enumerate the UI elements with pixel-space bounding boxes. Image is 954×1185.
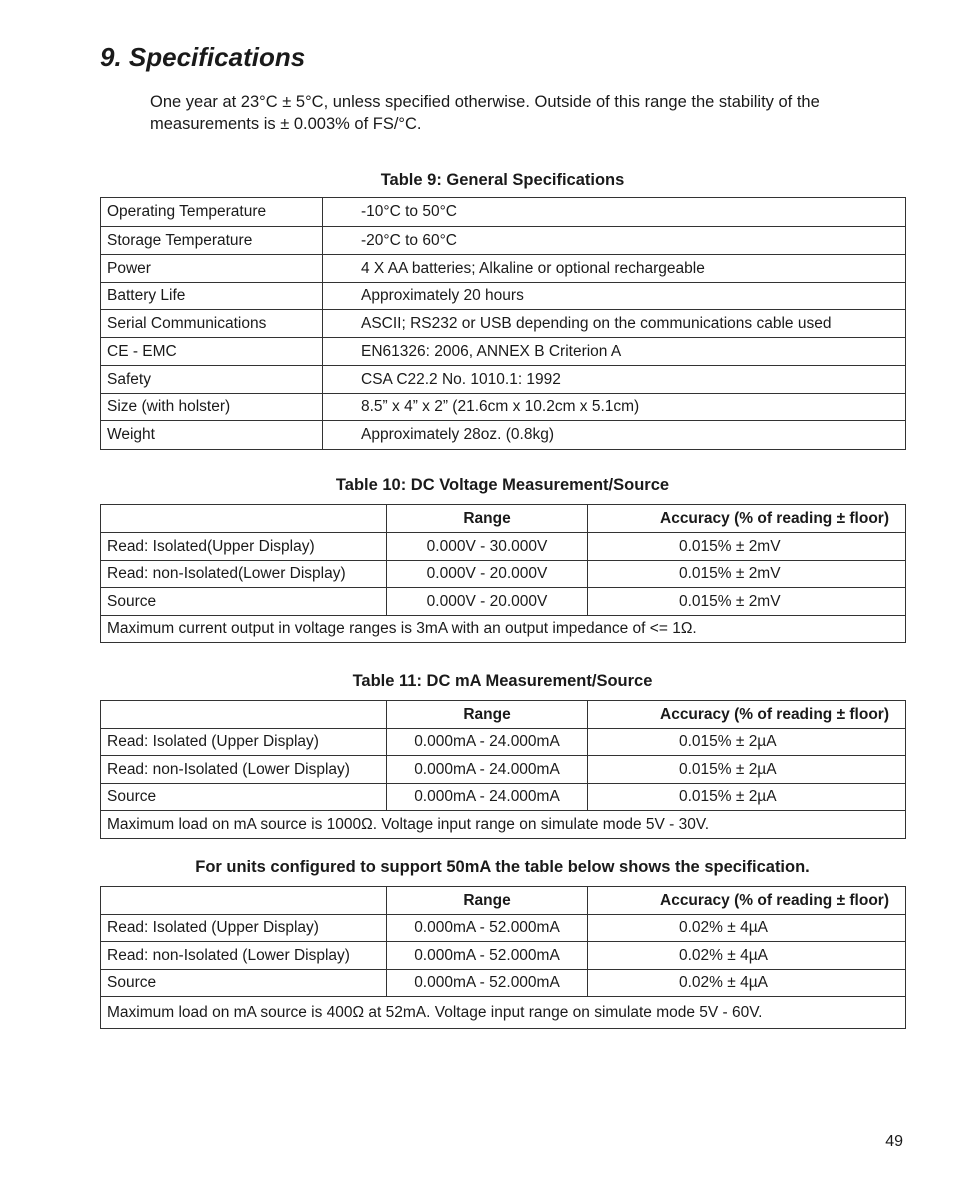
row-label: Read: Isolated(Upper Display) <box>101 533 387 561</box>
header-cell-range: Range <box>387 701 588 729</box>
header-cell-blank <box>101 701 387 729</box>
row-label: Source <box>101 784 387 811</box>
row-range: 0.000mA - 24.000mA <box>387 784 588 811</box>
spec-label: Storage Temperature <box>101 227 323 255</box>
table-row <box>101 255 906 283</box>
row-accuracy: 0.02% ± 4µA <box>588 942 906 970</box>
table-row <box>101 970 906 997</box>
table-row <box>101 588 906 616</box>
spec-value: 4 X AA batteries; Alkaline or optional rechargeable <box>323 255 906 283</box>
row-accuracy: 0.015% ± 2mV <box>588 533 906 561</box>
spec-value: -20°C to 60°C <box>323 227 906 255</box>
dc-voltage-table <box>100 504 906 643</box>
spec-value: Approximately 28oz. (0.8kg) <box>323 421 906 450</box>
header-cell-accuracy: Accuracy (% of reading ± floor) <box>588 701 906 729</box>
row-accuracy: 0.015% ± 2mV <box>588 588 906 616</box>
row-range: 0.000V - 30.000V <box>387 533 588 561</box>
table-header-row <box>101 701 906 729</box>
header-cell-accuracy: Accuracy (% of reading ± floor) <box>588 505 906 533</box>
table-row <box>101 784 906 811</box>
row-range: 0.000V - 20.000V <box>387 561 588 588</box>
table-note-row <box>101 616 906 643</box>
table-header-row <box>101 505 906 533</box>
table-header-row <box>101 887 906 915</box>
header-cell-accuracy: Accuracy (% of reading ± floor) <box>588 887 906 915</box>
page-title: 9. Specifications <box>100 42 306 72</box>
ma-50-table <box>100 886 906 1029</box>
spec-value: EN61326: 2006, ANNEX B Criterion A <box>323 338 906 366</box>
table-row <box>101 915 906 942</box>
table-row <box>101 533 906 561</box>
intro-paragraph: One year at 23°C ± 5°C, unless specified otherwise. Outside of this range the stability of the measurements is ± 0.003% of FS/°C. <box>150 93 820 133</box>
row-accuracy: 0.015% ± 2µA <box>588 756 906 784</box>
table-row <box>101 366 906 394</box>
table-row <box>101 394 906 421</box>
row-label: Read: non-Isolated (Lower Display) <box>101 756 387 784</box>
spec-value: CSA C22.2 No. 1010.1: 1992 <box>323 366 906 394</box>
row-range: 0.000mA - 24.000mA <box>387 756 588 784</box>
table-row <box>101 310 906 338</box>
table-row <box>101 198 906 227</box>
table-row <box>101 756 906 784</box>
header-cell-blank <box>101 887 387 915</box>
table-row <box>101 283 906 310</box>
spec-label: CE - EMC <box>101 338 323 366</box>
spec-value: ASCII; RS232 or USB depending on the communications cable used <box>323 310 906 338</box>
spec-label: Safety <box>101 366 323 394</box>
table-row <box>101 942 906 970</box>
row-range: 0.000mA - 52.000mA <box>387 970 588 997</box>
table-10-caption: Table 10: DC Voltage Measurement/Source <box>335 476 670 494</box>
table-note-row <box>101 811 906 839</box>
table-note-row <box>101 997 906 1029</box>
row-range: 0.000mA - 52.000mA <box>387 915 588 942</box>
table-row <box>101 338 906 366</box>
spec-label: Operating Temperature <box>101 198 323 227</box>
table-note: Maximum load on mA source is 1000Ω. Voltage input range on simulate mode 5V - 30V. <box>101 811 906 839</box>
row-label: Read: non-Isolated (Lower Display) <box>101 942 387 970</box>
row-accuracy: 0.015% ± 2µA <box>588 729 906 756</box>
row-range: 0.000mA - 24.000mA <box>387 729 588 756</box>
dc-ma-table <box>100 700 906 839</box>
table-note: Maximum load on mA source is 400Ω at 52mA. Voltage input range on simulate mode 5V - 60V. <box>101 997 906 1029</box>
row-range: 0.000V - 20.000V <box>387 588 588 616</box>
spec-label: Battery Life <box>101 283 323 310</box>
row-label: Read: non-Isolated(Lower Display) <box>101 561 387 588</box>
header-cell-range: Range <box>387 887 588 915</box>
row-accuracy: 0.015% ± 2µA <box>588 784 906 811</box>
spec-label: Size (with holster) <box>101 394 323 421</box>
table-note: Maximum current output in voltage ranges is 3mA with an output impedance of <= 1Ω. <box>101 616 906 643</box>
row-label: Read: Isolated (Upper Display) <box>101 915 387 942</box>
page-number: 49 <box>885 1133 903 1150</box>
spec-label: Weight <box>101 421 323 450</box>
row-label: Read: Isolated (Upper Display) <box>101 729 387 756</box>
row-accuracy: 0.015% ± 2mV <box>588 561 906 588</box>
general-specifications-table <box>100 197 906 450</box>
table-9-caption: Table 9: General Specifications <box>380 171 625 189</box>
row-label: Source <box>101 588 387 616</box>
row-range: 0.000mA - 52.000mA <box>387 942 588 970</box>
table-11-caption: Table 11: DC mA Measurement/Source <box>352 672 653 690</box>
spec-label: Power <box>101 255 323 283</box>
row-accuracy: 0.02% ± 4µA <box>588 915 906 942</box>
row-label: Source <box>101 970 387 997</box>
spec-label: Serial Communications <box>101 310 323 338</box>
header-cell-range: Range <box>387 505 588 533</box>
header-cell-blank <box>101 505 387 533</box>
spec-value: -10°C to 50°C <box>323 198 906 227</box>
50ma-table-caption: For units configured to support 50mA the table below shows the specification. <box>195 858 810 876</box>
row-accuracy: 0.02% ± 4µA <box>588 970 906 997</box>
spec-value: Approximately 20 hours <box>323 283 906 310</box>
table-row <box>101 729 906 756</box>
table-row <box>101 421 906 450</box>
table-row <box>101 227 906 255</box>
table-row <box>101 561 906 588</box>
spec-value: 8.5” x 4” x 2” (21.6cm x 10.2cm x 5.1cm) <box>323 394 906 421</box>
